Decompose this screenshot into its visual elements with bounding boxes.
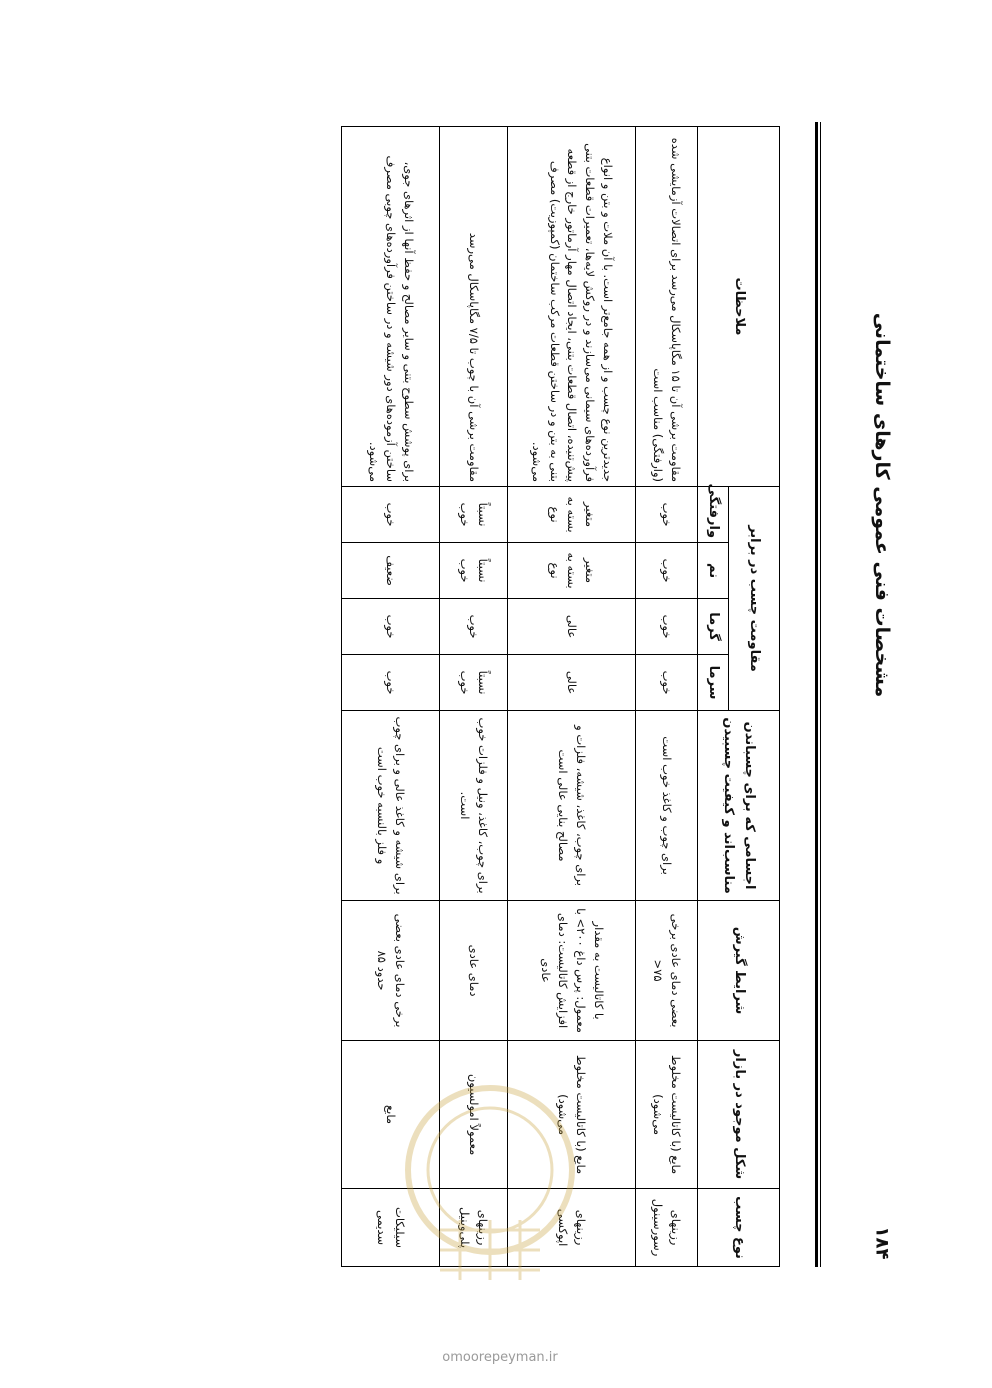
header-notes: ملاحظات bbox=[698, 127, 780, 487]
page-number-text: ۱۸۴ bbox=[871, 1226, 893, 1260]
cell-moisture: ضعیف bbox=[342, 543, 440, 599]
cell-notes: مقاومت برشی آن با چوب تا ۷/۵ مگاپاسکال می‌رسد bbox=[440, 127, 508, 487]
cell-type: رزینهای رسورسینول bbox=[636, 1189, 698, 1267]
cell-type: رزینهای پلی‌وینیل bbox=[440, 1189, 508, 1267]
table-header-row bbox=[729, 127, 780, 1267]
cell-cold: خوب bbox=[342, 599, 440, 655]
cell-notes: جدیدترین نوع چسب و از همه جامع‌تر است. با آن ملات و بتن و انواع فرآورده‌های سیمانی می‌سازند و در روکش لایه‌ها، تعمیرات قطعات بتنی پیش‌تنیده، اتصال قطعات بتنی، ایجاد اتصال مهار آرماتور خارج از قطعه بتنی به بتن و در ساختن قطعات مرکب ساختمان (کمپوزیت) مصرف می‌شود. bbox=[508, 127, 636, 487]
watermark-site bbox=[400, 1350, 600, 1365]
cell-heat: خوب bbox=[636, 655, 698, 711]
cell-form: معمولاً امولسیون bbox=[440, 1041, 508, 1189]
cell-heat: نسبتاً خوب bbox=[440, 655, 508, 711]
header-resist-cold: سرما bbox=[698, 655, 729, 711]
cell-suitability: برای چوب و کاغذ خوب است bbox=[636, 711, 698, 901]
header-form: شکل موجود در بازار bbox=[698, 1041, 780, 1189]
cell-suitability: برای چوب، کاغذ، شیشه، فلزات و مصالح بنایی عالی است bbox=[508, 711, 636, 901]
cell-aging: خوب bbox=[636, 487, 698, 543]
cell-curing: بعضی دمای عادی برخی ۷۵< bbox=[636, 901, 698, 1041]
cell-moisture: نسبتاً خوب bbox=[440, 543, 508, 599]
header-resistance: مقاومت چسب در برابر bbox=[729, 487, 780, 711]
cell-type: رزینهای اپوکسی bbox=[508, 1189, 636, 1267]
cell-form: مایع (با کاتالیست مخلوط می‌شود) bbox=[508, 1041, 636, 1189]
cell-aging: نسبتاً خوب bbox=[440, 487, 508, 543]
cell-cold: خوب bbox=[636, 599, 698, 655]
header-resist-heat: گرما bbox=[698, 599, 729, 655]
cell-form: مایع (با کاتالیست مخلوط می‌شود) bbox=[636, 1041, 698, 1189]
header-suitability: اجسامی که برای چسباندن مناسب‌اند و کیفیت چسبیدن bbox=[698, 711, 780, 901]
cell-moisture: متغیر بسته به نوع bbox=[508, 543, 636, 599]
page-title-text: مشخصات فنی عمومی کارهای ساختمانی bbox=[871, 312, 893, 698]
cell-cold: عالی bbox=[508, 599, 636, 655]
table-row bbox=[636, 127, 698, 1267]
cell-notes: برای پوشش سطوح بتنی و سایر مصالح و حفظ آنها از اثرهای جوی، ساختن آزموده‌های دور شیشه و در ساختن فرآورده‌های چوبی مصرف می‌شود. bbox=[342, 127, 440, 487]
page-number bbox=[862, 1218, 902, 1268]
header-type: نوع چسب bbox=[698, 1189, 780, 1267]
watermark-logo bbox=[400, 1080, 580, 1300]
header-rule bbox=[815, 122, 821, 1267]
cell-heat: خوب bbox=[342, 655, 440, 711]
cell-curing: با کاتالیست به مقدار معمول: پرس داغ ۲۰۰> با افزایش کاتالیست: دمای عادی bbox=[508, 901, 636, 1041]
cell-curing: برخی دمای عادی بعضی حدود ۸۵ bbox=[342, 901, 440, 1041]
header-resist-aging: وارفتگی bbox=[698, 487, 729, 543]
cell-moisture: خوب bbox=[636, 543, 698, 599]
cell-type: سیلیکات سدیمی bbox=[342, 1189, 440, 1267]
cell-form: مایع bbox=[342, 1041, 440, 1189]
cell-suitability: برای شیشه و کاغذ عالی و برای چوب و فلز بالنسبه خوب است bbox=[342, 711, 440, 901]
watermark-site-text: omoorepeyman.ir bbox=[442, 1350, 558, 1365]
cell-notes: مقاومت برشی آن تا ۱۵ مگاپاسکال می‌رسد برای اتصالات آزمایشی شده (وارفتگی) مناسب است bbox=[636, 127, 698, 487]
cell-suitability: برای چوب، کاغذ، ونیل و فلزات خوب است. bbox=[440, 711, 508, 901]
cell-aging: متغیر بسته به نوع bbox=[508, 487, 636, 543]
page-title bbox=[862, 120, 902, 890]
cell-heat: عالی bbox=[508, 655, 636, 711]
cell-aging: خوب bbox=[342, 487, 440, 543]
cell-cold: خوب bbox=[440, 599, 508, 655]
cell-curing: دمای عادی bbox=[440, 901, 508, 1041]
header-resist-moisture: نم bbox=[698, 543, 729, 599]
header-curing: شرایط گیرش bbox=[698, 901, 780, 1041]
